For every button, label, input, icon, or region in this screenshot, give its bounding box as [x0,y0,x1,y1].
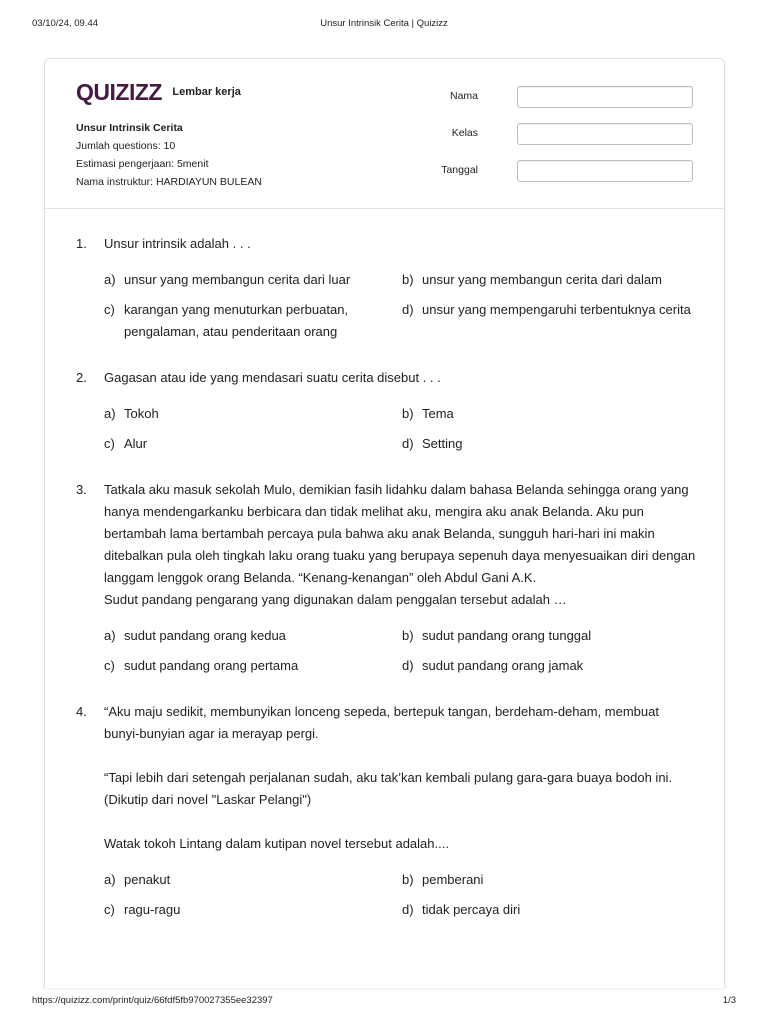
answer-options [104,625,696,677]
option-text: penakut [124,872,171,887]
question-3 [76,479,696,677]
class-field-row [453,123,693,145]
answer-options [104,269,696,343]
option-key: b) [402,272,414,287]
option-d [402,299,700,343]
option-text: sudut pandang orang pertama [124,658,299,673]
name-field-row [449,86,693,108]
option-key: a) [104,272,116,287]
question-list [76,233,696,945]
option-b [402,869,700,891]
question-text [104,701,696,855]
quizizz-logo: QUIZIZZ [76,79,162,105]
question-paragraph: Unsur intrinsik adalah . . . [104,236,251,251]
option-key: d) [402,302,414,317]
print-page-number: 1/3 [722,995,736,1006]
option-key: b) [402,628,414,643]
print-header [32,18,736,32]
option-text: Tema [422,406,454,421]
option-c [104,655,402,677]
option-text: Setting [422,436,463,451]
option-a [104,269,402,291]
question-paragraph: Gagasan atau ide yang mendasari suatu cerita disebut . . . [104,370,441,385]
option-text: unsur yang mempengaruhi terbentuknya cerita [422,302,691,317]
instructor-name: Nama instruktur: HARDIAYUN BULEAN [76,176,262,188]
worksheet-subtitle: Lembar kerja [172,86,241,98]
print-page-title: Unsur Intrinsik Cerita | Quizizz [320,18,448,29]
option-key: c) [104,302,115,317]
option-key: d) [402,902,414,917]
question-1 [76,233,696,343]
option-text: karangan yang menuturkan perbuatan, pengalaman, atau penderitaan orang [124,302,349,339]
option-key: b) [402,872,414,887]
date-label: Tanggal [441,164,478,176]
option-key: b) [402,406,414,421]
quiz-meta [76,119,262,191]
option-d [402,433,700,455]
question-paragraph: Tatkala aku masuk sekolah Mulo, demikian fasih lidahku dalam bahasa Belanda sehingga orang yang hanya mendengarkanku berbicara dan tidak melihat aku, mengira aku anak Belanda. Aku pun bertambah lama bertambah percaya pula bahwa aku anak Belanda, sungguh hari-hari ini makin ditebalkan pula oleh tingkah laku orang tuaku yang berupaya sepenuh daya menyesuaikan diri dengan langgam lenggok orang Belanda. “Kenang-kenangan” oleh Abdul Gani A.K. [104,482,696,585]
option-d [402,655,700,677]
question-paragraph: Watak tokoh Lintang dalam kutipan novel tersebut adalah.... [104,836,449,851]
question-paragraph: Sudut pandang pengarang yang digunakan dalam penggalan tersebut adalah … [104,592,567,607]
worksheet [44,58,725,988]
quiz-title: Unsur Intrinsik Cerita [76,122,183,134]
question-text [104,367,696,389]
option-key: a) [104,406,116,421]
option-a [104,869,402,891]
brand [76,80,241,104]
question-number: 2. [76,370,87,385]
option-b [402,269,700,291]
date-field-row [441,160,693,182]
option-text: Alur [124,436,148,451]
option-text: unsur yang membangun cerita dari dalam [422,272,662,287]
option-key: d) [402,658,414,673]
option-b [402,403,700,425]
question-number: 4. [76,704,87,719]
question-2 [76,367,696,455]
option-text: tidak percaya diri [422,902,521,917]
option-c [104,299,402,343]
option-text: Tokoh [124,406,159,421]
option-text: unsur yang membangun cerita dari luar [124,272,351,287]
time-estimate: Estimasi pengerjaan: 5menit [76,158,209,170]
name-label: Nama [449,90,478,102]
question-text [104,479,696,611]
option-key: c) [104,436,115,451]
option-key: a) [104,628,116,643]
answer-options [104,869,696,921]
question-count: Jumlah questions: 10 [76,140,176,152]
option-text: sudut pandang orang tunggal [422,628,592,643]
name-input[interactable] [517,86,693,108]
worksheet-header [45,59,724,209]
class-label: Kelas [451,127,478,139]
answer-options [104,403,696,455]
option-text: sudut pandang orang kedua [124,628,286,643]
question-number: 1. [76,236,87,251]
option-key: c) [104,658,115,673]
print-datetime: 03/10/24, 09.44 [32,18,99,29]
option-text: ragu-ragu [124,902,181,917]
print-url: https://quizizz.com/print/quiz/66fdf5fb970027355ee32397 [32,995,273,1006]
question-number: 3. [76,482,87,497]
option-key: c) [104,902,115,917]
option-c [104,433,402,455]
option-text: pemberani [422,872,484,887]
question-4 [76,701,696,921]
option-c [104,899,402,921]
question-paragraph: “Tapi lebih dari setengah perjalanan sudah, aku tak’kan kembali pulang gara-gara buaya bodoh ini. (Dikutip dari novel "Laskar Pelangi") [104,770,673,807]
option-key: a) [104,872,116,887]
print-footer [32,995,736,1009]
option-a [104,403,402,425]
class-input[interactable] [517,123,693,145]
question-text [104,233,696,255]
option-text: sudut pandang orang jamak [422,658,584,673]
option-key: d) [402,436,414,451]
option-d [402,899,700,921]
option-b [402,625,700,647]
option-a [104,625,402,647]
date-input[interactable] [517,160,693,182]
question-paragraph: “Aku maju sedikit, membunyikan lonceng sepeda, bertepuk tangan, berdeham-deham, membuat bunyi-bunyian agar ia merayap pergi. [104,704,659,741]
